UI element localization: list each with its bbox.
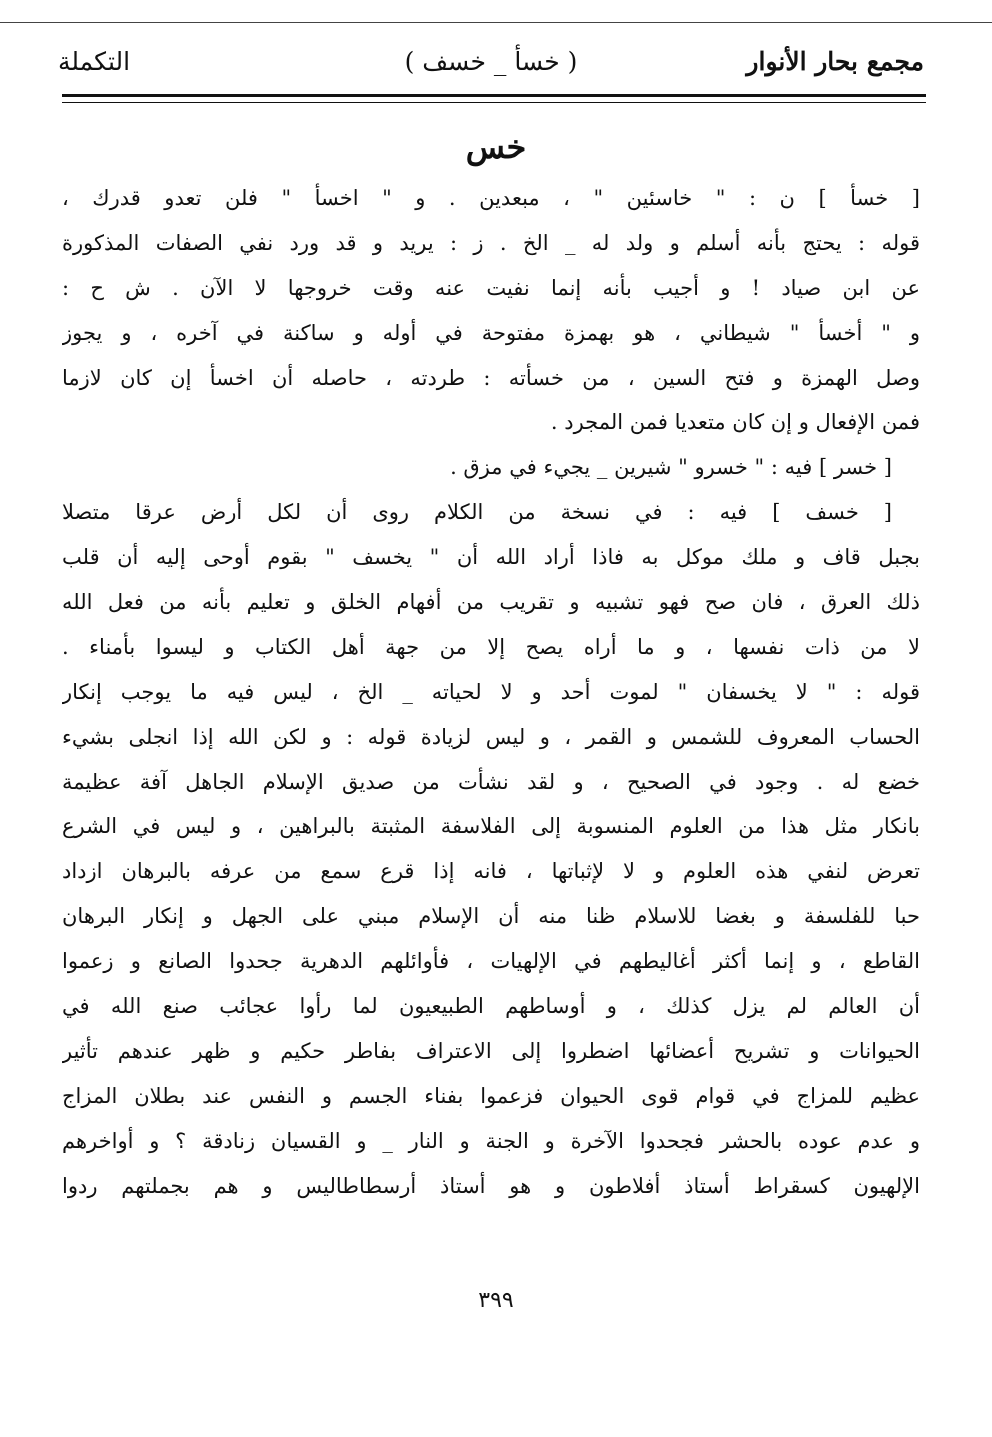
text-line: عن ابن صياد ! و أجيب بأنه إنما نفيت عنه وقت خروجها لا الآن . ش ح :: [62, 275, 920, 300]
header-double-rule: [62, 94, 926, 103]
book-title: مجمع بحار الأنوار: [746, 47, 924, 76]
text-line: قوله : يحتج بأنه أسلم و ولد له _ الخ . ز : يريد و قد ورد نفي الصفات المذكورة: [62, 230, 920, 255]
text-line: بانكار مثل هذا من العلوم المنسوبة إلى الفلاسفة المثبتة بالبراهين ، و ليس في الشرع: [62, 814, 920, 839]
page-number: ٣٩٩: [478, 1288, 514, 1313]
text-line: لا من ذات نفسها ، و ما أراه يصح إلا من جهة أهل الكتاب و ليسوا بأمناء .: [62, 634, 920, 659]
text-line: ذلك العرق ، فان صح فهو تشبيه و تقريب من أفهام الخلق و تعليم بأنه من فعل الله: [62, 590, 920, 615]
text-line: بجبل قاف و ملك موكل به فاذا أراد الله أن " يخسف " بقوم أوحى إليه أن قلب: [62, 545, 920, 570]
text-line: [ خسف ] فيه : في نسخة من الكلام روى أن لكل أرض عرقا متصلا: [62, 500, 892, 525]
text-line: [ خسر ] فيه : " خسرو " شيرين _ يجيء في مزق .: [450, 455, 892, 480]
text-line: و " أخسأ " شيطاني ، هو بهمزة مفتوحة في أوله و ساكنة في آخره ، و يجوز: [62, 320, 920, 345]
entry-range: ( خسأ _ خسف ): [404, 47, 578, 76]
text-line: الحيوانات و تشريح أعضائها اضطروا إلى الاعتراف بفاطر حكيم و ظهر عندهم تأثير: [62, 1038, 920, 1063]
entry-root-heading: خس: [465, 128, 527, 166]
text-line: عظيم للمزاج في قوام قوى الحيوان فزعموا بفناء الجسم و النفس عند بطلان المزاج: [62, 1083, 920, 1108]
text-line: [ خسأ ] ن : " خاسئين " ، مبعدين . و " اخسأ " فلن تعدو قدرك ،: [62, 186, 920, 210]
text-line: القاطع ، و إنما أكثر أغاليطهم في الإلهيات ، فأوائلهم الدهرية جحدوا الصانع و زعموا: [62, 949, 920, 974]
text-line: فمن الإفعال و إن كان متعديا فمن المجرد .: [550, 410, 920, 435]
text-line: قوله : " لا يخسفان " لموت أحد و لا لحياته _ الخ ، ليس فيه ما يوجب إنكار: [62, 679, 920, 704]
running-head: [58, 42, 924, 82]
text-line: وصل الهمزة و فتح السين ، من خسأته : طردته ، حاصله أن اخسأ إن كان لازما: [62, 365, 920, 390]
section-label: التكملة: [58, 47, 131, 76]
text-line: و عدم عوده بالحشر فجحدوا الآخرة و الجنة و النار _ و القسيان زنادقة ؟ و أواخرهم: [62, 1128, 920, 1153]
text-line: أن العالم لم يزل كذلك ، و أوساطهم الطبيعيون لما رأوا عجائب صنع الله في: [62, 994, 920, 1019]
text-line: حبا للفلسفة و بغضا للاسلام ظنا منه أن الإسلام مبني على الجهل و إنكار البرهان: [62, 904, 920, 929]
text-line: الإلهيون كسقراط أستاذ أفلاطون و هو أستاذ أرسطاطاليس و هم بجملتهم ردوا: [62, 1173, 920, 1198]
scan-top-edge: [0, 22, 992, 23]
text-line: الحساب المعروف للشمس و القمر ، و ليس لزيادة قوله : و لكن الله إذا انجلى بشيء: [62, 724, 920, 749]
text-line: خضع له . وجود في الصحيح ، و لقد نشأت من صديق الإسلام الجاهل آفة عظيمة: [62, 769, 920, 794]
text-line: تعرض لنفي هذه العلوم و لا لإثباتها ، فانه إذا قرع سمع من عرفه بالبرهان ازداد: [62, 859, 920, 884]
body-text: [62, 176, 920, 1208]
